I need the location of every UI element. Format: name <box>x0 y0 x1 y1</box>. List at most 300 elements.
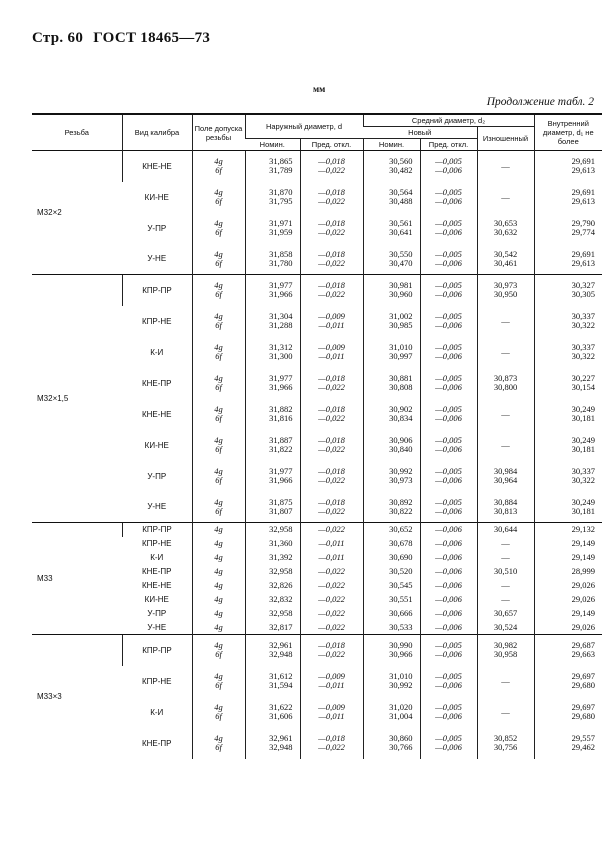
inner-diameter-cell <box>534 275 602 306</box>
thread-cell: М32×1,5 <box>32 275 122 523</box>
pitch-nominal-cell <box>363 461 420 492</box>
cell-value: 4g <box>214 621 223 632</box>
cell-value: 30,902 <box>389 404 413 414</box>
cell-value: 4g <box>214 552 223 562</box>
col-gauge-type: Вид калибра <box>122 114 192 151</box>
pitch-deviation-cell <box>420 621 477 635</box>
cell-value: —0,006 <box>435 165 462 176</box>
cell-value: 30,641 <box>389 227 413 237</box>
tolerance-cell <box>192 182 245 213</box>
cell-value: —0,005 <box>435 218 462 228</box>
cell-value: 30,227 <box>571 373 596 383</box>
cell-value: —0,006 <box>435 649 462 660</box>
outer-nominal-cell <box>245 244 300 275</box>
cell-value: 6f <box>215 711 222 721</box>
worn-cell <box>477 728 534 759</box>
pitch-nominal-cell <box>363 635 420 666</box>
thread-gauge-table <box>32 113 602 759</box>
tolerance-cell <box>192 635 245 666</box>
inner-diameter-cell <box>534 151 602 182</box>
pitch-deviation-cell <box>420 607 477 621</box>
cell-value: —0,006 <box>435 680 462 690</box>
cell-value: —0,018 <box>318 733 345 743</box>
cell-value: 30,181 <box>571 444 596 454</box>
cell-value: 30,337 <box>571 466 596 476</box>
cell-value: —0,005 <box>435 404 462 414</box>
gauge-type-cell: У-НЕ <box>147 622 167 632</box>
cell-value: 6f <box>215 257 222 268</box>
col-inner-diameter: Внутренний диаметр, d₁ не более <box>534 114 602 151</box>
cell-value: —0,022 <box>318 505 345 516</box>
cell-value: 6f <box>215 413 222 423</box>
outer-nominal-cell <box>245 430 300 461</box>
cell-value: 30,950 <box>493 289 518 300</box>
gauge-type-cell: КНЕ-ПР <box>141 378 172 388</box>
outer-nominal-cell <box>245 461 300 492</box>
cell-value: 31,865 <box>269 156 293 167</box>
pitch-nominal-cell <box>363 368 420 399</box>
outer-nominal-cell <box>245 697 300 728</box>
tolerance-cell <box>192 728 245 759</box>
pitch-nominal-cell <box>363 399 420 430</box>
outer-nominal-cell <box>245 728 300 759</box>
outer-nominal-cell <box>245 666 300 697</box>
gauge-type-cell: К-И <box>150 707 164 717</box>
gauge-type-cell: КНЕ-ПР <box>141 567 172 576</box>
pitch-nominal-cell <box>363 579 420 593</box>
unit-label: мм <box>313 84 326 94</box>
cell-value: —0,018 <box>318 373 345 383</box>
inner-diameter-cell <box>534 565 602 579</box>
cell-value: 29,132 <box>571 524 596 535</box>
cell-value: 30,813 <box>493 505 518 516</box>
cell-value: 30,551 <box>389 594 413 604</box>
outer-deviation-cell <box>300 537 363 551</box>
cell-value: — <box>501 580 510 590</box>
cell-value: 6f <box>215 289 222 300</box>
cell-value: 31,300 <box>269 351 293 361</box>
pitch-nominal-cell <box>363 492 420 523</box>
cell-value: 29,691 <box>571 156 596 167</box>
outer-deviation-cell <box>300 579 363 593</box>
col-outer-diameter: Наружный диаметр, d <box>245 114 363 139</box>
cell-value: 29,680 <box>571 711 596 721</box>
cell-value: — <box>501 552 510 562</box>
cell-value: —0,006 <box>435 257 462 268</box>
cell-value: —0,009 <box>318 311 345 321</box>
inner-diameter-cell <box>534 607 602 621</box>
gauge-type-cell: КИ-НЕ <box>144 192 169 202</box>
worn-cell <box>477 182 534 213</box>
thread-group <box>32 635 602 759</box>
gauge-type-cell: У-НЕ <box>147 254 167 264</box>
cell-value: 30,860 <box>389 733 413 743</box>
cell-value: 30,644 <box>493 524 518 535</box>
cell-value: 29,697 <box>571 702 596 712</box>
pitch-deviation-cell <box>420 213 477 244</box>
cell-value: —0,005 <box>435 640 462 651</box>
outer-deviation-cell <box>300 151 363 182</box>
gauge-type-cell: У-ПР <box>147 471 167 481</box>
cell-value: 30,982 <box>493 640 518 651</box>
cell-value: —0,011 <box>318 711 345 721</box>
cell-value: —0,006 <box>435 289 462 300</box>
cell-value: —0,022 <box>318 621 345 632</box>
pitch-deviation-cell <box>420 399 477 430</box>
gauge-type-cell: КНЕ-ПР <box>141 738 172 748</box>
cell-value: —0,011 <box>318 351 345 361</box>
cell-value: 31,816 <box>269 413 293 423</box>
outer-nominal-cell <box>245 275 300 306</box>
gauge-type-cell: КПР-ПР <box>122 275 192 306</box>
cell-value: 6f <box>215 742 222 752</box>
cell-value: 30,766 <box>389 742 413 752</box>
cell-value: 29,691 <box>571 248 596 259</box>
cell-value: 31,392 <box>269 552 293 562</box>
inner-diameter-cell <box>534 213 602 244</box>
cell-value: 6f <box>215 649 222 660</box>
inner-diameter-cell <box>534 492 602 523</box>
cell-value: 29,613 <box>571 165 596 176</box>
cell-value: 4g <box>214 733 223 743</box>
cell-value: 30,666 <box>389 608 413 618</box>
pitch-nominal-cell <box>363 666 420 697</box>
cell-value: 30,337 <box>571 311 596 321</box>
cell-value: 30,756 <box>493 742 518 752</box>
cell-value: 31,807 <box>269 505 293 516</box>
cell-value: —0,006 <box>435 320 462 330</box>
gauge-type-cell: У-НЕ <box>147 502 167 512</box>
tolerance-cell <box>192 621 245 635</box>
cell-value: 4g <box>214 524 223 535</box>
cell-value: 32,961 <box>269 640 293 651</box>
inner-diameter-cell <box>534 666 602 697</box>
col-pd-nominal: Номин. <box>363 139 420 151</box>
col-pd-deviation: Пред. откл. <box>420 139 477 151</box>
pitch-deviation-cell <box>420 151 477 182</box>
cell-value: —0,006 <box>435 580 462 590</box>
cell-value: 4g <box>214 280 223 291</box>
inner-diameter-cell <box>534 621 602 635</box>
outer-nominal-cell <box>245 579 300 593</box>
cell-value: 31,977 <box>269 280 293 291</box>
worn-cell <box>477 523 534 537</box>
pitch-deviation-cell <box>420 551 477 565</box>
cell-value: 32,832 <box>269 594 293 604</box>
cell-value: 4g <box>214 671 223 681</box>
worn-cell <box>477 213 534 244</box>
pitch-nominal-cell <box>363 430 420 461</box>
cell-value: —0,006 <box>435 475 462 485</box>
pitch-deviation-cell <box>420 182 477 213</box>
col-pitch-diameter: Средний диаметр, d₂ <box>363 114 534 127</box>
outer-nominal-cell <box>245 151 300 182</box>
cell-value: 29,774 <box>571 227 596 237</box>
cell-value: — <box>501 706 510 717</box>
cell-value: —0,018 <box>318 280 345 291</box>
cell-value: —0,005 <box>435 156 462 167</box>
cell-value: 30,984 <box>493 466 518 476</box>
cell-value: 28,999 <box>571 566 596 576</box>
inner-diameter-cell <box>534 182 602 213</box>
thread-group <box>32 275 602 523</box>
cell-value: 30,488 <box>389 196 413 206</box>
cell-value: 4g <box>214 404 223 414</box>
cell-value: —0,022 <box>318 475 345 485</box>
gauge-type-cell: КПР-НЕ <box>141 676 172 686</box>
cell-value: 29,149 <box>571 608 596 618</box>
cell-value: 31,004 <box>389 711 413 721</box>
cell-value: 6f <box>215 165 222 176</box>
outer-nominal-cell <box>245 306 300 337</box>
cell-value: 32,961 <box>269 733 293 743</box>
cell-value: — <box>501 675 510 686</box>
cell-value: 30,632 <box>493 227 518 237</box>
pitch-deviation-cell <box>420 523 477 537</box>
cell-value: 30,249 <box>571 496 596 507</box>
pitch-nominal-cell <box>363 728 420 759</box>
inner-diameter-cell <box>534 728 602 759</box>
outer-nominal-cell <box>245 537 300 551</box>
outer-deviation-cell <box>300 593 363 607</box>
thread-group <box>32 151 602 275</box>
cell-value: 6f <box>215 351 222 361</box>
outer-nominal-cell <box>245 635 300 666</box>
pitch-nominal-cell <box>363 151 420 182</box>
cell-value: 6f <box>215 382 222 392</box>
tolerance-cell <box>192 213 245 244</box>
col-od-nominal: Номин. <box>245 139 300 151</box>
cell-value: —0,022 <box>318 742 345 752</box>
cell-value: 30,652 <box>389 524 413 535</box>
cell-value: 30,973 <box>389 475 413 485</box>
outer-nominal-cell <box>245 213 300 244</box>
cell-value: 30,653 <box>493 218 518 228</box>
gauge-type-cell: У-ПР <box>147 223 167 233</box>
cell-value: —0,005 <box>435 435 462 445</box>
inner-diameter-cell <box>534 399 602 430</box>
cell-value: 30,852 <box>493 733 518 743</box>
cell-value: 31,882 <box>269 404 293 414</box>
tolerance-cell <box>192 275 245 306</box>
cell-value: 32,817 <box>269 621 293 632</box>
cell-value: — <box>501 594 510 604</box>
inner-diameter-cell <box>534 523 602 537</box>
worn-cell <box>477 635 534 666</box>
worn-cell <box>477 151 534 182</box>
tolerance-cell <box>192 523 245 537</box>
gauge-type-cell: КПР-ПР <box>122 635 192 666</box>
inner-diameter-cell <box>534 551 602 565</box>
gauge-type-cell: КНЕ-НЕ <box>122 151 192 182</box>
cell-value: 6f <box>215 475 222 485</box>
gauge-type-cell: К-И <box>150 553 164 562</box>
cell-value: 6f <box>215 320 222 330</box>
cell-value: 4g <box>214 187 223 197</box>
worn-cell <box>477 697 534 728</box>
pitch-nominal-cell <box>363 523 420 537</box>
tolerance-cell <box>192 593 245 607</box>
worn-cell <box>477 306 534 337</box>
cell-value: 4g <box>214 538 223 548</box>
pitch-deviation-cell <box>420 666 477 697</box>
pitch-deviation-cell <box>420 635 477 666</box>
gauge-type-cell: У-ПР <box>147 609 167 618</box>
worn-cell <box>477 399 534 430</box>
cell-value: 4g <box>214 580 223 590</box>
cell-value: —0,022 <box>318 566 345 576</box>
cell-value: 29,697 <box>571 671 596 681</box>
pitch-deviation-cell <box>420 430 477 461</box>
cell-value: —0,006 <box>435 552 462 562</box>
worn-cell <box>477 461 534 492</box>
cell-value: 30,985 <box>389 320 413 330</box>
cell-value: — <box>501 315 510 326</box>
cell-value: —0,009 <box>318 342 345 352</box>
cell-value: 31,822 <box>269 444 293 454</box>
inner-diameter-cell <box>534 337 602 368</box>
cell-value: 4g <box>214 640 223 651</box>
cell-value: 30,520 <box>389 566 413 576</box>
thread-group <box>32 523 602 635</box>
cell-value: 29,613 <box>571 257 596 268</box>
cell-value: 6f <box>215 505 222 516</box>
cell-value: —0,006 <box>435 608 462 618</box>
cell-value: 6f <box>215 196 222 206</box>
cell-value: 30,960 <box>389 289 413 300</box>
cell-value: 30,461 <box>493 257 518 268</box>
thread-cell: М33×3 <box>32 635 122 759</box>
cell-value: —0,022 <box>318 608 345 618</box>
inner-diameter-cell <box>534 593 602 607</box>
cell-value: 30,992 <box>389 466 413 476</box>
pitch-deviation-cell <box>420 306 477 337</box>
tolerance-cell <box>192 151 245 182</box>
cell-value: 31,795 <box>269 196 293 206</box>
cell-value: 32,958 <box>269 524 293 535</box>
cell-value: 30,892 <box>389 496 413 507</box>
cell-value: 31,977 <box>269 466 293 476</box>
inner-diameter-cell <box>534 537 602 551</box>
cell-value: 29,691 <box>571 187 596 197</box>
cell-value: 30,524 <box>493 621 518 632</box>
cell-value: 4g <box>214 435 223 445</box>
cell-value: —0,005 <box>435 280 462 291</box>
cell-value: —0,005 <box>435 373 462 383</box>
cell-value: —0,006 <box>435 538 462 548</box>
tolerance-cell <box>192 399 245 430</box>
cell-value: — <box>501 439 510 450</box>
pitch-nominal-cell <box>363 551 420 565</box>
outer-deviation-cell <box>300 337 363 368</box>
cell-value: 32,958 <box>269 608 293 618</box>
cell-value: 29,680 <box>571 680 596 690</box>
cell-value: 31,002 <box>389 311 413 321</box>
cell-value: — <box>501 538 510 548</box>
cell-value: 30,906 <box>389 435 413 445</box>
pitch-nominal-cell <box>363 593 420 607</box>
outer-deviation-cell <box>300 306 363 337</box>
worn-cell <box>477 537 534 551</box>
tolerance-cell <box>192 461 245 492</box>
worn-cell <box>477 275 534 306</box>
pitch-nominal-cell <box>363 244 420 275</box>
inner-diameter-cell <box>534 461 602 492</box>
cell-value: 30,560 <box>389 156 413 167</box>
cell-value: —0,022 <box>318 413 345 423</box>
tolerance-cell <box>192 337 245 368</box>
cell-value: 31,966 <box>269 382 293 392</box>
cell-value: 30,322 <box>571 351 596 361</box>
continuation-label: Продолжение табл. 2 <box>486 96 594 108</box>
cell-value: 30,305 <box>571 289 596 300</box>
cell-value: —0,022 <box>318 524 345 535</box>
cell-value: —0,009 <box>318 702 345 712</box>
pitch-nominal-cell <box>363 275 420 306</box>
tolerance-cell <box>192 551 245 565</box>
worn-cell <box>477 621 534 635</box>
cell-value: —0,018 <box>318 187 345 197</box>
cell-value: 4g <box>214 496 223 507</box>
cell-value: 30,981 <box>389 280 413 291</box>
outer-deviation-cell <box>300 666 363 697</box>
worn-cell <box>477 551 534 565</box>
worn-cell <box>477 244 534 275</box>
cell-value: 30,482 <box>389 165 413 176</box>
worn-cell <box>477 430 534 461</box>
cell-value: 30,657 <box>493 608 518 618</box>
cell-value: 30,564 <box>389 187 413 197</box>
thread-cell: М32×2 <box>32 151 122 275</box>
cell-value: 29,026 <box>571 580 596 590</box>
cell-value: —0,022 <box>318 227 345 237</box>
cell-value: —0,018 <box>318 248 345 259</box>
cell-value: 29,026 <box>571 621 596 632</box>
outer-nominal-cell <box>245 621 300 635</box>
outer-deviation-cell <box>300 430 363 461</box>
tolerance-cell <box>192 430 245 461</box>
cell-value: 30,973 <box>493 280 518 291</box>
outer-nominal-cell <box>245 551 300 565</box>
cell-value: 32,948 <box>269 649 293 660</box>
tolerance-cell <box>192 666 245 697</box>
outer-deviation-cell <box>300 275 363 306</box>
pitch-deviation-cell <box>420 337 477 368</box>
cell-value: 30,800 <box>493 382 518 392</box>
outer-deviation-cell <box>300 523 363 537</box>
cell-value: —0,005 <box>435 671 462 681</box>
cell-value: —0,005 <box>435 311 462 321</box>
worn-cell <box>477 666 534 697</box>
cell-value: 30,322 <box>571 475 596 485</box>
outer-deviation-cell <box>300 182 363 213</box>
inner-diameter-cell <box>534 579 602 593</box>
cell-value: 31,606 <box>269 711 293 721</box>
tolerance-cell <box>192 697 245 728</box>
outer-deviation-cell <box>300 461 363 492</box>
cell-value: —0,011 <box>318 320 345 330</box>
cell-value: 30,154 <box>571 382 596 392</box>
cell-value: — <box>501 160 510 171</box>
cell-value: 30,997 <box>389 351 413 361</box>
table-row <box>32 275 602 306</box>
cell-value: —0,022 <box>318 289 345 300</box>
cell-value: 30,542 <box>493 248 518 259</box>
cell-value: — <box>501 408 510 419</box>
cell-value: —0,006 <box>435 524 462 535</box>
cell-value: —0,006 <box>435 742 462 752</box>
pitch-nominal-cell <box>363 607 420 621</box>
